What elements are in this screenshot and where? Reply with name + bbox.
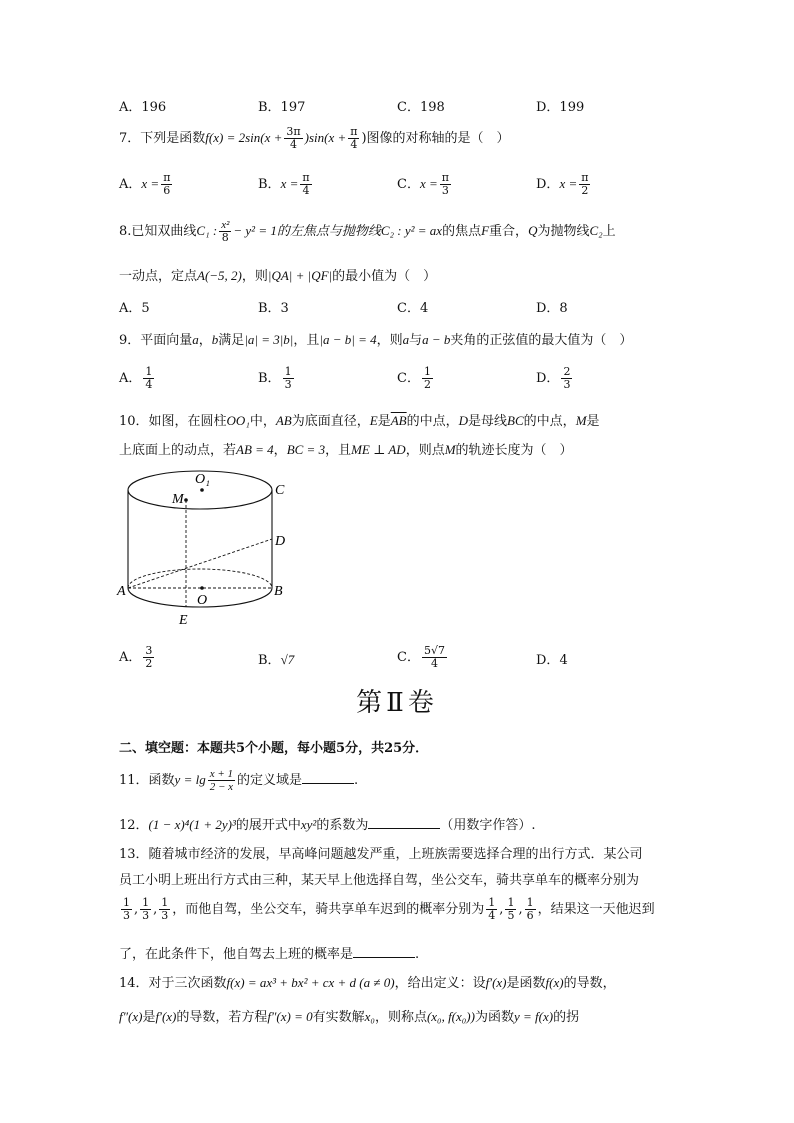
label-e: E bbox=[179, 613, 188, 628]
q7-tail: )图像的对称轴的是（ ） bbox=[361, 131, 510, 146]
q7-option-c: C．x = $\frac{\pi}{3}$ bbox=[397, 171, 449, 197]
q9-option-d: D． $\frac{2}{3}$ bbox=[536, 365, 571, 391]
bottom-back-arc bbox=[128, 569, 272, 588]
q9-options bbox=[119, 366, 719, 390]
q8-line-1: 8.已知双曲线C₁ : $\frac{\text{x²}}{8}$ − y² = 1的左焦点与抛物线C₂ : y² = ax的焦点F重合，Q为抛物线C₂上 bbox=[119, 219, 616, 244]
q6-option-c: C．198 bbox=[397, 100, 445, 115]
q13-line-3: $\frac{1}{3}$ , $\frac{1}{3}$ , $\frac{1}{3}$ ，而他自驾，坐公交车，骑共享单车迟到的概率分别为 $\frac{1}{4}$ , $\frac{1}{5}$ , $\frac{1}{6}$ ，结果这一天他迟到 bbox=[123, 896, 655, 922]
point-o bbox=[200, 586, 204, 590]
q11-frac: $\frac{x + 1}{2 - x}$ bbox=[209, 768, 234, 793]
q9-option-b: B． $\frac{1}{3}$ bbox=[258, 365, 292, 391]
q7-option-b: B．x = $\frac{\pi}{4}$ bbox=[258, 171, 310, 197]
segment-ad bbox=[128, 539, 272, 588]
q7-option-d: D．x = $\frac{\pi}{2}$ bbox=[536, 171, 589, 197]
q13-answer-blank bbox=[353, 945, 415, 958]
q8-option-c: C．4 bbox=[397, 301, 429, 316]
q7-frac-2: $\frac{\pi}{4}$ bbox=[350, 125, 358, 151]
q12-answer-blank bbox=[368, 816, 440, 829]
q10-option-d: D．4 bbox=[536, 653, 568, 668]
point-o1 bbox=[200, 488, 204, 492]
q7-stem bbox=[119, 126, 510, 151]
cylinder-figure bbox=[114, 466, 314, 632]
q7-frac-1: $\frac{3\pi}{4}$ bbox=[286, 125, 301, 151]
q9-option-a: A． $\frac{1}{4}$ bbox=[119, 365, 153, 391]
section-2-heading: 二、填空题：本题共5个小题，每小题5分，共25分． bbox=[119, 741, 429, 756]
q6-options bbox=[119, 96, 719, 120]
q7-number: 7．下列是函数 bbox=[119, 131, 206, 146]
q8-option-d: D．8 bbox=[536, 301, 568, 316]
q9-stem: 9．平面向量a，b满足|a| = 3|b|，且|a − b| = 4，则a与a − b夹角的正弦值的最大值为（ ） bbox=[119, 332, 633, 348]
part-2-title: 第Ⅱ卷 bbox=[356, 688, 438, 718]
q6-option-b: B．197 bbox=[258, 100, 306, 115]
label-d: D bbox=[275, 534, 286, 549]
q8-line-2: 一动点，定点A(−5, 2)，则|QA| + |QF|的最小值为（ ） bbox=[119, 268, 437, 284]
q8-frac: $\frac{\text{x²}}{8}$ bbox=[221, 219, 230, 244]
q13-line-1: 13．随着城市经济的发展，早高峰问题越发严重，上班族需要选择合理的出行方式．某公司 bbox=[119, 847, 643, 862]
q13-line-4: 了，在此条件下，他自驾去上班的概率是 . bbox=[119, 947, 420, 962]
q12: 12．(1 − x)⁴(1 + 2y)³的展开式中xy²的系数为 （用数字作答）. bbox=[119, 817, 536, 833]
q13-line-2: 员工小明上班出行方式由三种，某天早上他选择自驾，坐公交车，骑共享单车的概率分别为 bbox=[119, 873, 640, 888]
q14-line-2: f″(x)是f′(x)的导数，若方程f″(x) = 0有实数解x₀，则称点(x₀, f(x₀))为函数y = f(x)的拐 bbox=[119, 1009, 580, 1025]
q8-option-b: B．3 bbox=[258, 301, 289, 316]
q11: 11．函数y = lg $\frac{x + 1}{2 - x}$ 的定义域是 . bbox=[119, 768, 359, 793]
q10-line-1: 10．如图，在圆柱OO₁中，AB为底面直径，E是$\overline{AB}$的中点，D是母线BC的中点，M是 bbox=[119, 413, 600, 429]
q8-options bbox=[119, 297, 719, 321]
label-b: B bbox=[274, 584, 283, 599]
q6-option-a: A．196 bbox=[119, 100, 167, 115]
q10-option-a: A． $\frac{3}{2}$ bbox=[119, 644, 153, 670]
q7-expr-mid: )sin(x + bbox=[304, 130, 347, 145]
q7-options bbox=[119, 172, 719, 196]
q10-arc: $\overline{AB}$ bbox=[390, 413, 407, 428]
q10-options bbox=[119, 645, 719, 669]
q10-option-b: B．√7 bbox=[258, 652, 295, 668]
label-o: O bbox=[197, 593, 208, 608]
q10-line-2: 上底面上的动点，若AB = 4，BC = 3，且ME ⊥ AD，则点M的轨迹长度为（ ） bbox=[119, 442, 573, 458]
label-c: C bbox=[275, 483, 285, 498]
q10-option-c: C． $\frac{5√7}{4}$ bbox=[397, 644, 445, 670]
q11-answer-blank bbox=[302, 771, 354, 784]
q7-option-a: A．x = $\frac{\pi}{6}$ bbox=[119, 171, 171, 197]
q7-expr: f(x) = 2sin(x + bbox=[205, 130, 283, 145]
q6-option-d: D．199 bbox=[536, 100, 585, 115]
q14-line-1: 14．对于三次函数f(x) = ax³ + bx² + cx + d (a ≠ 0)，给出定义：设f′(x)是函数f(x)的导数， bbox=[119, 975, 616, 991]
q9-option-c: C． $\frac{1}{2}$ bbox=[397, 365, 431, 391]
label-a: A bbox=[117, 584, 126, 599]
label-m: M bbox=[172, 492, 184, 507]
label-o1: O₁ bbox=[195, 472, 210, 487]
q8-option-a: A．5 bbox=[119, 301, 150, 316]
point-m bbox=[184, 498, 188, 502]
